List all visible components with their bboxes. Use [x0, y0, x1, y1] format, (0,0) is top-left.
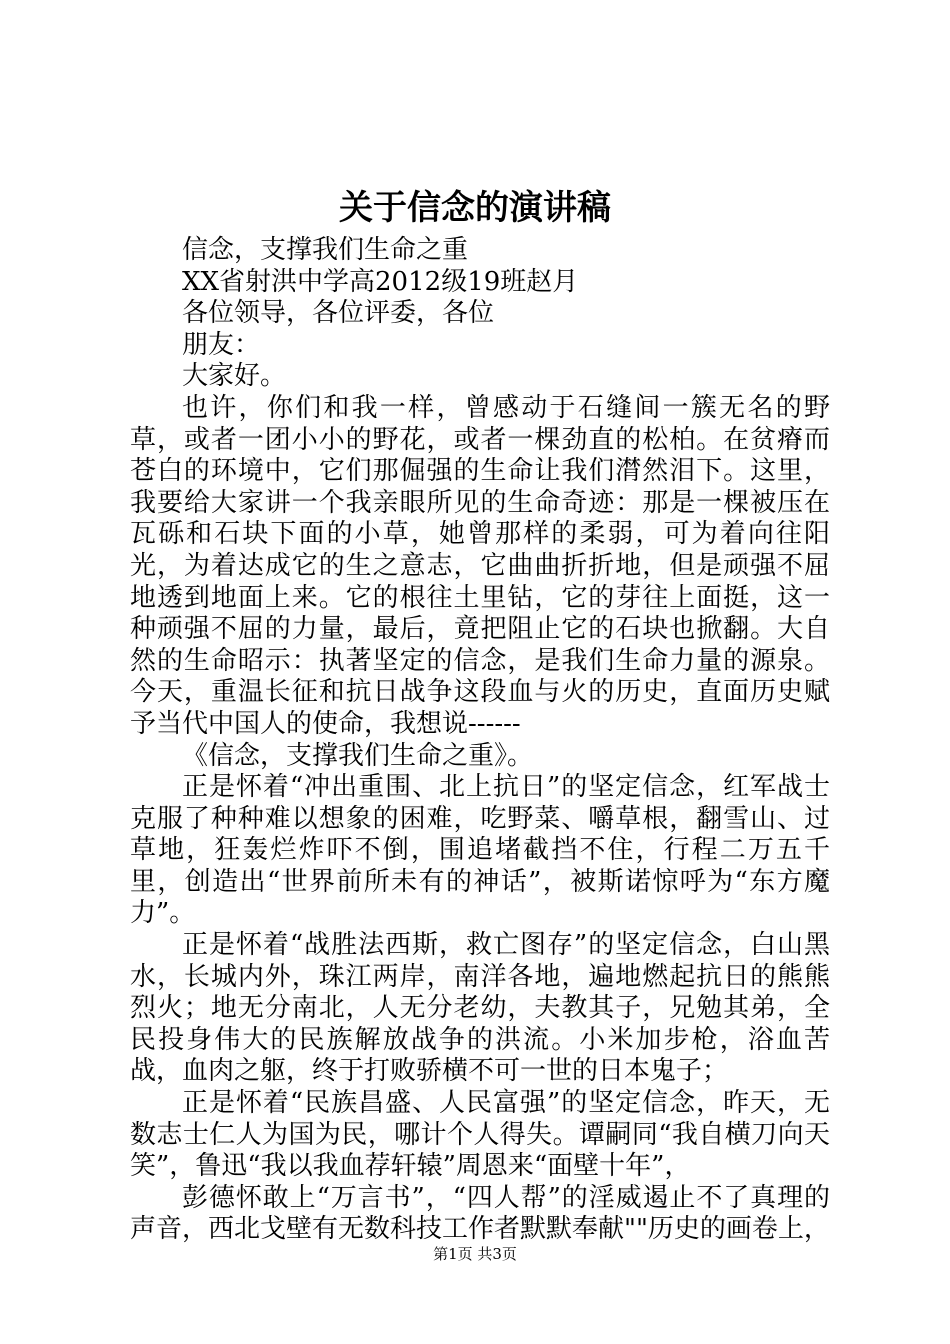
document-title: 关于信念的演讲稿 [339, 188, 611, 228]
greeting-line: 各位领导，各位评委，各位 [182, 298, 495, 329]
body-paragraph: 正是怀着“冲出重围、北上抗日”的坚定信念，红军战士克服了种种难以想象的困难，吃野菜、嚼草根，翻雪山、过草地，狂轰烂炸吓不倒，围追堵截挡不住，行程二万五千里，创造出“世界前所未有的神话”，被斯诺惊呼为“东方魔力”。 [130, 772, 830, 929]
speaker-info: XX省射洪中学高2012级19班赵月 [182, 266, 579, 297]
document-body [130, 235, 830, 1246]
speech-subtitle: 信念，支撑我们生命之重 [182, 235, 469, 265]
body-paragraph: 正是怀着“民族昌盛、人民富强”的坚定信念，昨天，无数志士仁人为国为民，哪计个人得失。谭嗣同“我自横刀向天笑”，鲁迅“我以我血荐轩辕”周恩来“面壁十年”， [130, 1088, 830, 1182]
page-footer: 第1页 共3页 [433, 1245, 517, 1263]
greeting-line: 朋友： [182, 329, 261, 360]
greeting-line: 大家好。 [182, 361, 287, 392]
body-paragraph: 也许，你们和我一样，曾感动于石缝间一簇无名的野草，或者一团小小的野花，或者一棵劲直的松柏。在贫瘠而苍白的环境中，它们那倔强的生命让我们潸然泪下。这里，我要给大家讲一个我亲眼所见的生命奇迹：那是一棵被压在瓦砾和石块下面的小草，她曾那样的柔弱，可为着向往阳光，为着达成它的生之意志，它曲曲折折地，但是顽强不屈地透到地面上来。它的根往土里钻，它的芽往上面挺，这一种顽强不屈的力量，最后，竟把阻止它的石块也掀翻。大自然的生命昭示：执著坚定的信念，是我们生命力量的源泉。今天，重温长征和抗日战争这段血与火的历史，直面历史赋予当代中国人的使命，我想说------ [130, 392, 830, 739]
body-paragraph: 《信念，支撑我们生命之重》。 [182, 740, 534, 771]
body-paragraph: 彭德怀敢上“万言书”，“四人帮”的淫威遏止不了真理的声音，西北戈壁有无数科技工作者默默奉献""历史的画卷上， [130, 1182, 830, 1245]
body-paragraph: 正是怀着“战胜法西斯，救亡图存”的坚定信念，白山黑水，长城内外，珠江两岸，南洋各地，遍地燃起抗日的熊熊烈火；地无分南北，人无分老幼，夫教其子，兄勉其弟，全民投身伟大的民族解放战争的洪流。小米加步枪，浴血苦战，血肉之躯，终于打败骄横不可一世的日本鬼子； [130, 930, 830, 1087]
